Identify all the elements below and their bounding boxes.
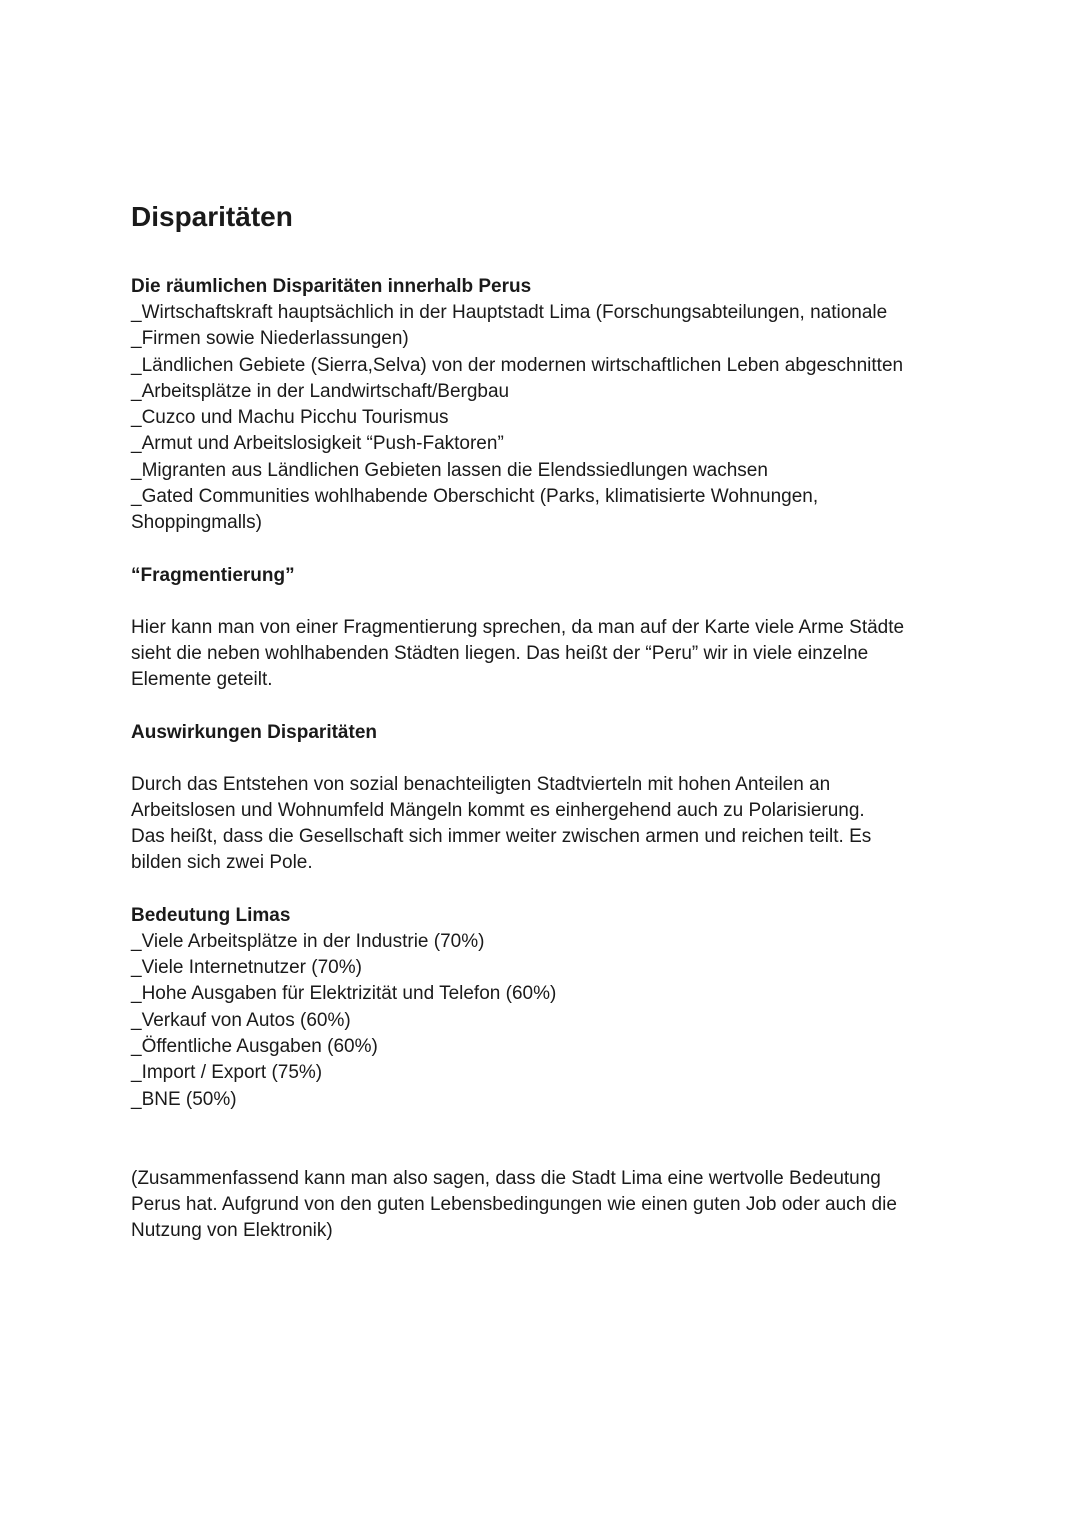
- list-item: _Wirtschaftskraft hauptsächlich in der Hauptstadt Lima (Forschungsabteilungen, nationale: [131, 302, 888, 323]
- list-item: _Ländlichen Gebiete (Sierra,Selva) von der modernen wirtschaftlichen Leben abgeschnitten: [131, 354, 904, 376]
- list-item: _Verkauf von Autos (60%): [131, 1009, 351, 1031]
- paragraph-line: Durch das Entstehen von sozial benachteiligten Stadtvierteln mit hohen Anteilen an: [131, 773, 831, 795]
- disparities-list: [131, 300, 961, 537]
- list-item: _Gated Communities wohlhabende Oberschicht (Parks, klimatisierte Wohnungen,: [131, 486, 819, 508]
- paragraph-line: Elemente geteilt.: [131, 669, 273, 691]
- list-item: _Firmen sowie Niederlassungen): [131, 328, 409, 350]
- section-heading-fragmentation: “Fragmentierung”: [131, 564, 295, 586]
- list-item: _Arbeitsplätze in der Landwirtschaft/Bergbau: [131, 380, 510, 402]
- list-item: _BNE (50%): [131, 1088, 237, 1110]
- section-heading-disparities-peru: Die räumlichen Disparitäten innerhalb Perus: [131, 276, 532, 297]
- paragraph-line: (Zusammenfassend kann man also sagen, dass die Stadt Lima eine wertvolle Bedeutung: [131, 1167, 881, 1189]
- paragraph-line: Das heißt, dass die Gesellschaft sich immer weiter zwischen armen und reichen teilt. Es: [131, 826, 872, 848]
- paragraph-line: bilden sich zwei Pole.: [131, 852, 313, 874]
- list-item: _Viele Arbeitsplätze in der Industrie (70%): [131, 930, 485, 952]
- list-item: _Öffentliche Ausgaben (60%): [131, 1035, 378, 1057]
- document-title: Disparitäten: [131, 201, 293, 232]
- fragmentation-paragraph: [131, 615, 961, 694]
- lima-importance-list: [131, 929, 961, 1113]
- paragraph-line: Nutzung von Elektronik): [131, 1220, 333, 1242]
- summary-paragraph: [131, 1166, 961, 1245]
- paragraph-line: sieht die neben wohlhabenden Städten liegen. Das heißt der “Peru” wir in viele einzelne: [131, 642, 869, 664]
- list-item: _Import / Export (75%): [131, 1062, 323, 1084]
- list-item: _Cuzco und Machu Picchu Tourismus: [131, 407, 449, 429]
- paragraph-line: Arbeitslosen und Wohnumfeld Mängeln kommt es einhergehend auch zu Polarisierung.: [131, 799, 865, 821]
- section-heading-effects: Auswirkungen Disparitäten: [131, 721, 377, 743]
- section-heading-importance-lima: Bedeutung Limas: [131, 904, 291, 926]
- effects-paragraph: [131, 772, 961, 877]
- paragraph-line: Hier kann man von einer Fragmentierung sprechen, da man auf der Karte viele Arme Städte: [131, 616, 905, 638]
- document-page: [131, 195, 961, 1245]
- list-item: _Armut und Arbeitslosigkeit “Push-Faktoren”: [131, 433, 504, 455]
- paragraph-line: Perus hat. Aufgrund von den guten Lebensbedingungen wie einen guten Job oder auch die: [131, 1194, 897, 1216]
- list-item: _Viele Internetnutzer (70%): [131, 957, 362, 979]
- list-item: Shoppingmalls): [131, 512, 262, 534]
- list-item: _Hohe Ausgaben für Elektrizität und Telefon (60%): [131, 983, 557, 1005]
- list-item: _Migranten aus Ländlichen Gebieten lassen die Elendssiedlungen wachsen: [131, 459, 768, 481]
